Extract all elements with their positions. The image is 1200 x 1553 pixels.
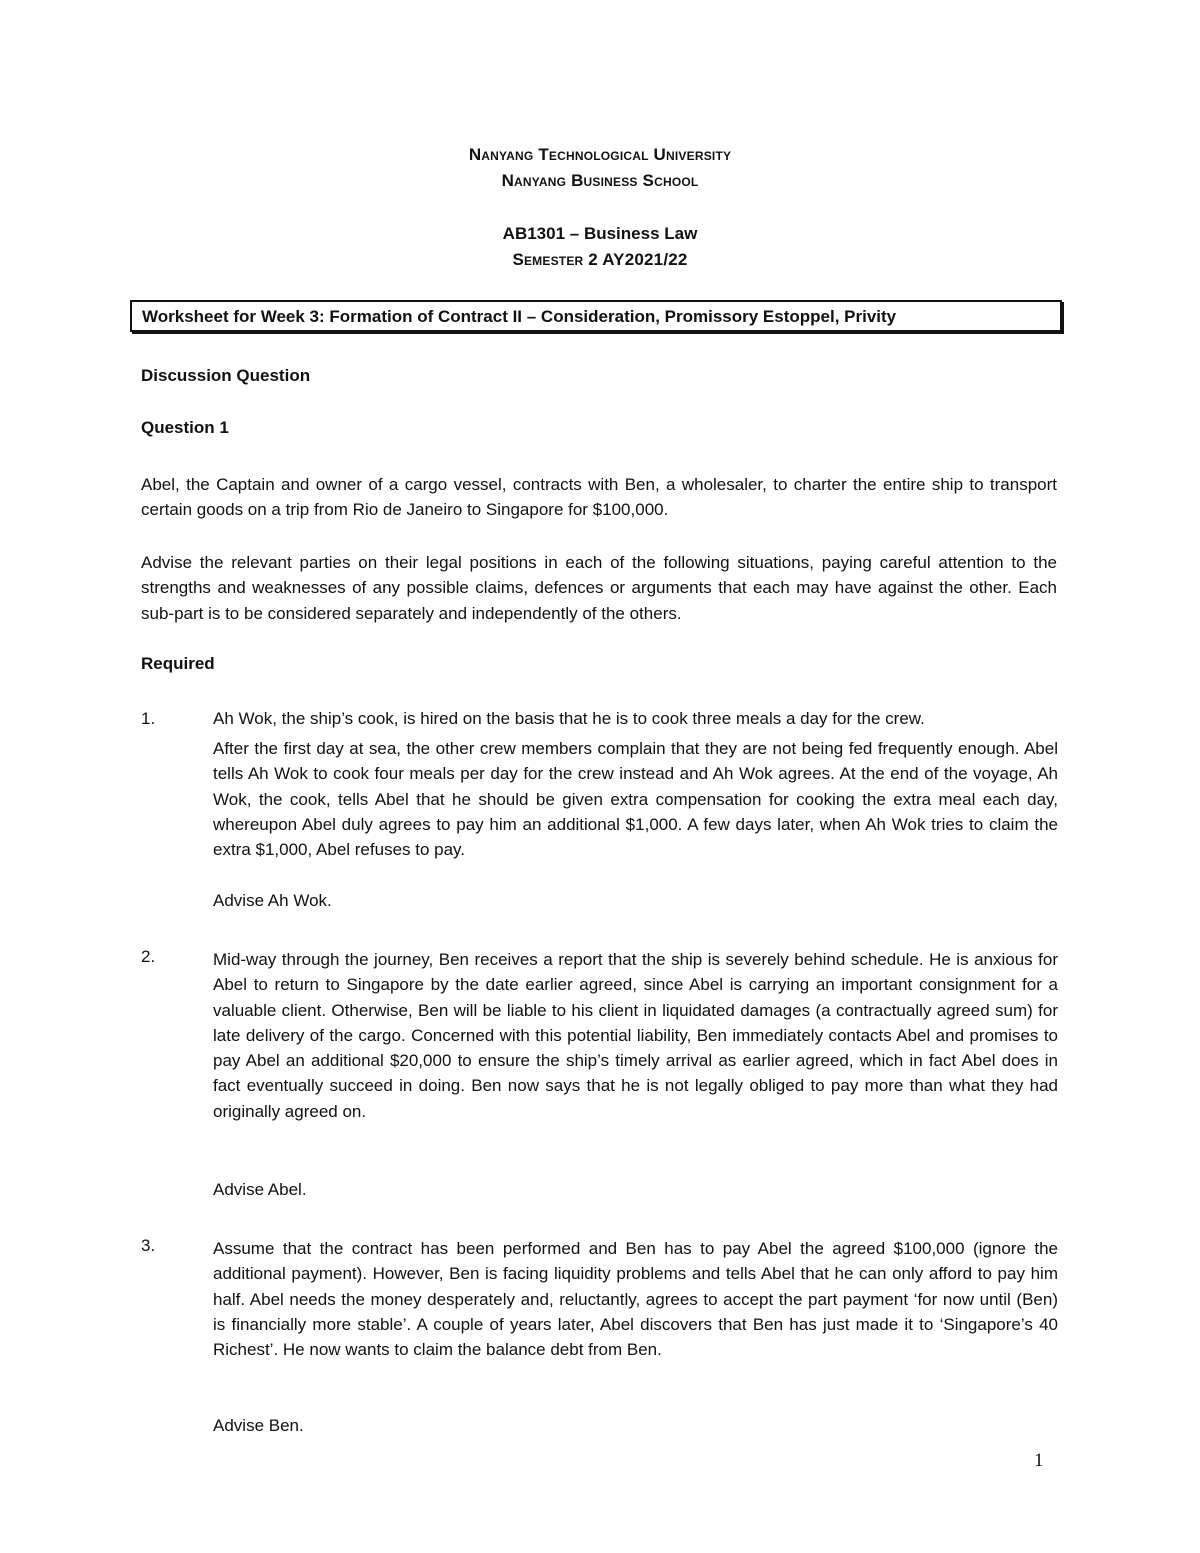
item-2-text: Mid-way through the journey, Ben receives a report that the ship is severely behind schedule. He is anxious for Abel to return to Singapore by the date earlier agreed, since Abel is carrying an important consignment for a valuable client. Otherwise, Ben will be liable to his client in liquidated damages (a contractually agreed sum) for late delivery of the cargo. Concerned with this potential liability, Ben immediately contacts Abel and promises to pay Abel an additional $20,000 to ensure the ship’s timely arrival as earlier agreed, which in fact Abel does in fact eventually succeed in doing. Ben now says that he is not legally obliged to pay more than what they had originally agreed on. — [213, 950, 1058, 1121]
item-1-text: After the first day at sea, the other crew members complain that they are not being fed frequently enough. Abel tells Ah Wok to cook four meals per day for the crew instead and Ah Wok agrees. At the end of the voyage, Ah Wok, the cook, tells Abel that he should be given extra compensation for cooking the extra meal each day, whereupon Abel duly agrees to pay him an additional $1,000. A few days later, when Ah Wok tries to claim the extra $1,000, Abel refuses to pay. — [213, 739, 1058, 860]
item-number: 2. — [141, 947, 156, 966]
semester-label: Semester 2 AY2021/22 — [512, 250, 688, 269]
item-3-text: Assume that the contract has been performed and Ben has to pay Abel the agreed $100,000 (ignore the additional payment). However, Ben is facing liquidity problems and tells Abel that he can only afford to pay him half. Abel needs the money desperately and, reluctantly, agrees to accept the part payment ‘for now until (Ben) is financially more stable’. A couple of years later, Abel discovers that Ben has just made it to ‘Singapore’s 40 Richest’. He now wants to claim the balance debt from Ben. — [213, 1239, 1058, 1360]
required-heading: Required — [141, 654, 215, 673]
intro-paragraph: Abel, the Captain and owner of a cargo vessel, contracts with Ben, a wholesaler, to charter the entire ship to transport certain goods on a trip from Rio de Janeiro to Singapore for $100,000. — [141, 475, 1057, 520]
question-heading: Question 1 — [141, 418, 229, 437]
item-1-advise: Advise Ah Wok. — [213, 891, 332, 910]
page-number: 1 — [1034, 1450, 1044, 1471]
item-2-advise: Advise Abel. — [213, 1180, 307, 1199]
instructions-paragraph: Advise the relevant parties on their legal positions in each of the following situations, paying careful attention to the strengths and weaknesses of any possible claims, defences or arguments that each may have against the other. Each sub-part is to be considered separately and independently of the others. — [141, 553, 1057, 623]
item-1-first-line: Ah Wok, the ship’s cook, is hired on the basis that he is to cook three meals a day for the crew. — [213, 709, 925, 728]
worksheet-title-box — [130, 300, 1062, 332]
item-number: 1. — [141, 709, 156, 728]
worksheet-title: Worksheet for Week 3: Formation of Contract II – Consideration, Promissory Estoppel, Privity — [142, 307, 897, 326]
item-3-advise: Advise Ben. — [213, 1416, 304, 1435]
course-title: AB1301 – Business Law — [502, 224, 698, 243]
section-heading: Discussion Question — [141, 366, 311, 385]
item-number: 3. — [141, 1236, 156, 1255]
university-name: Nanyang Technological University — [468, 145, 732, 164]
school-name: Nanyang Business School — [501, 171, 699, 190]
